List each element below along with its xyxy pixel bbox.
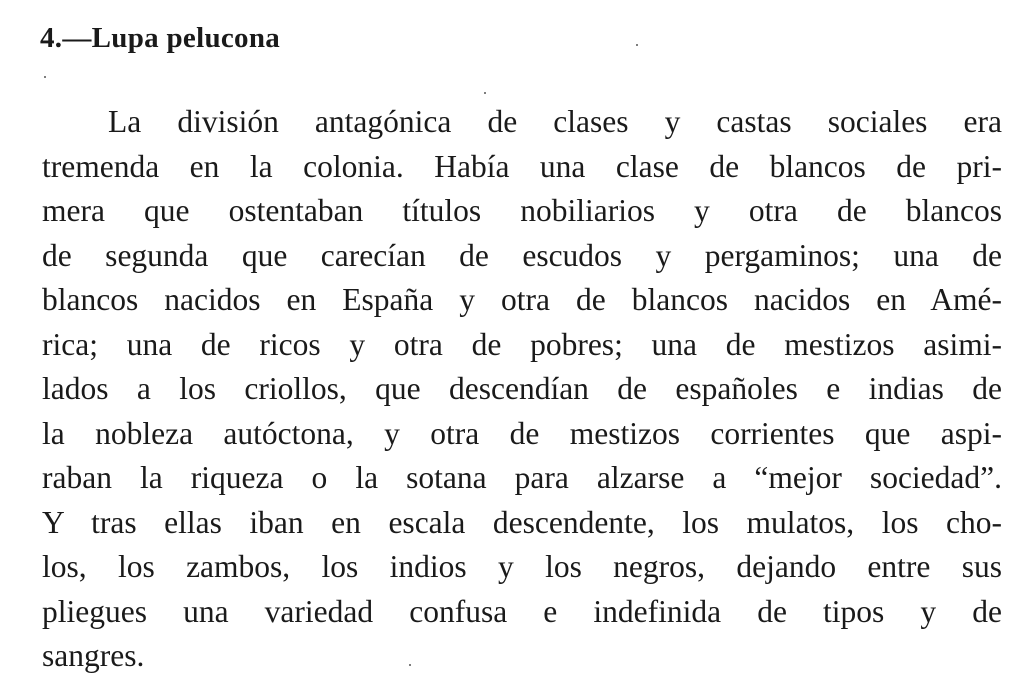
scan-speck xyxy=(44,76,46,78)
paragraph-line: blancos nacidos en España y otra de blancos nacidos en Amé- xyxy=(42,282,1002,317)
scan-speck xyxy=(636,44,638,46)
paragraph-line: de segunda que carecían de escudos y pergaminos; una de xyxy=(42,237,1002,273)
paragraph-line: Y tras ellas iban en escala descendente, los mulatos, los cho- xyxy=(42,504,1002,540)
scan-speck xyxy=(409,664,411,666)
paragraph-line: mera que ostentaban títulos nobiliarios y otra de blancos xyxy=(42,193,1002,228)
section-heading: 4.—Lupa pelucona xyxy=(40,22,281,54)
paragraph-line: lados a los criollos, que descendían de españoles e indias de xyxy=(42,371,1002,406)
paragraph-line: raban la riqueza o la sotana para alzarse a “mejor sociedad”. xyxy=(42,460,1002,495)
scan-speck xyxy=(484,92,486,94)
paragraph-line: los, los zambos, los indios y los negros, dejando entre sus xyxy=(42,549,1002,584)
paragraph-line: sangres. xyxy=(42,638,145,673)
paragraph-line: pliegues una variedad confusa e indefinida de tipos y de xyxy=(42,593,1002,629)
paragraph-line: la nobleza autóctona, y otra de mestizos corrientes que aspi- xyxy=(42,415,1002,451)
paragraph-line: La división antagónica de clases y castas sociales era xyxy=(108,104,1002,139)
body-paragraph xyxy=(42,100,1002,679)
paragraph-line: tremenda en la colonia. Había una clase de blancos de pri- xyxy=(42,148,1002,184)
paragraph-line: rica; una de ricos y otra de pobres; una de mestizos asimi- xyxy=(42,326,1002,362)
